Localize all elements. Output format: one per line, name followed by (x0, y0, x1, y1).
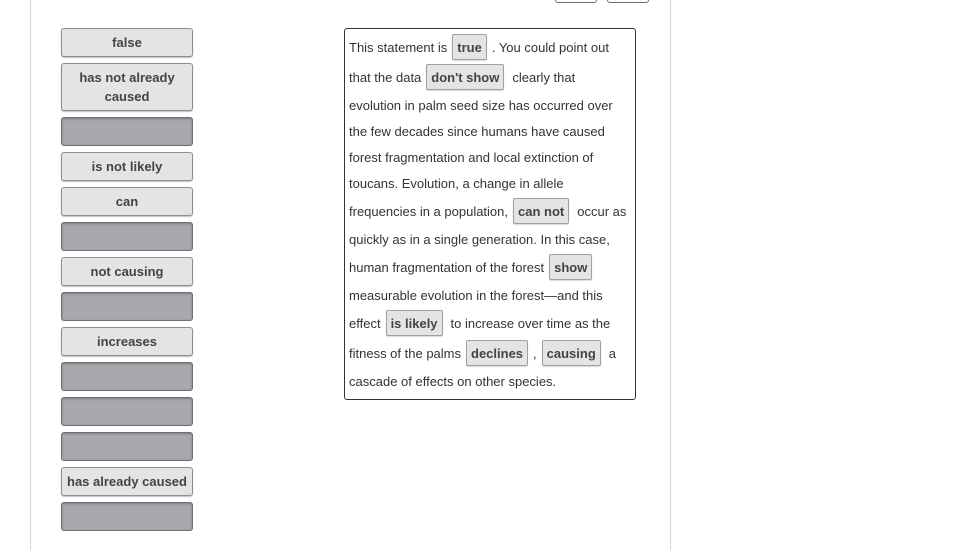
passage-line (349, 170, 564, 196)
passage-box (344, 28, 636, 400)
passage-text: This statement is (349, 39, 448, 55)
word-tile-empty-slot (61, 397, 193, 426)
word-tile-has-not-already-caused[interactable]: has not already caused (61, 63, 193, 111)
passage-text: measurable evolution in the forest—and this (349, 287, 603, 303)
passage-line (349, 64, 575, 90)
passage-line (349, 282, 603, 308)
drop-zone-1[interactable]: true (452, 34, 487, 60)
right-border (670, 0, 671, 550)
word-tile-empty-slot (61, 292, 193, 321)
word-tile-has-already-caused[interactable]: has already caused (61, 467, 193, 496)
passage-text: clearly that (512, 69, 576, 85)
top-button-1[interactable] (555, 0, 597, 3)
passage-line (349, 254, 592, 280)
passage-text: a (608, 345, 617, 361)
drop-zone-3[interactable]: can not (513, 198, 569, 224)
drop-zone-6[interactable]: declines (466, 340, 528, 366)
word-tile-empty-slot (61, 117, 193, 146)
passage-text: effect (349, 315, 381, 331)
passage-text: human fragmentation of the forest (349, 259, 545, 275)
passage-line (349, 226, 610, 252)
passage-text: , (533, 345, 537, 361)
passage-line (349, 92, 613, 118)
word-tile-empty-slot (61, 222, 193, 251)
drop-zone-4[interactable]: show (549, 254, 592, 280)
passage-text: that the data (349, 69, 422, 85)
passage-text: frequencies in a population, (349, 203, 509, 219)
passage-line (349, 368, 556, 394)
drop-zone-2[interactable]: don't show (426, 64, 504, 90)
word-tile-can[interactable]: can (61, 187, 193, 216)
passage-text: . You could point out (491, 39, 609, 55)
word-tile-empty-slot (61, 502, 193, 531)
left-border (30, 0, 31, 550)
word-tile-increases[interactable]: increases (61, 327, 193, 356)
passage-line (349, 310, 610, 336)
passage-line (349, 34, 609, 60)
passage-text: occur as (577, 203, 627, 219)
word-tile-empty-slot (61, 362, 193, 391)
passage-line (349, 340, 616, 366)
top-button-2[interactable] (607, 0, 649, 3)
passage-text: quickly as in a single generation. In this case, (349, 231, 610, 247)
passage-line (349, 144, 593, 170)
word-tile-empty-slot (61, 432, 193, 461)
passage-text: the few decades since humans have caused (349, 123, 605, 139)
passage-text: to increase over time as the (450, 315, 611, 331)
passage-text: evolution in palm seed size has occurred over (349, 97, 613, 113)
passage-text: toucans. Evolution, a change in allele (349, 175, 564, 191)
word-tile-not-causing[interactable]: not causing (61, 257, 193, 286)
drop-zone-7[interactable]: causing (542, 340, 601, 366)
drop-zone-5[interactable]: is likely (386, 310, 443, 336)
passage-text: cascade of effects on other species. (349, 373, 557, 389)
passage-text: forest fragmentation and local extinction of (349, 149, 594, 165)
word-tile-false[interactable]: false (61, 28, 193, 57)
passage-line (349, 198, 626, 224)
word-tile-is-not-likely[interactable]: is not likely (61, 152, 193, 181)
passage-line (349, 118, 605, 144)
passage-text: fitness of the palms (349, 345, 461, 361)
